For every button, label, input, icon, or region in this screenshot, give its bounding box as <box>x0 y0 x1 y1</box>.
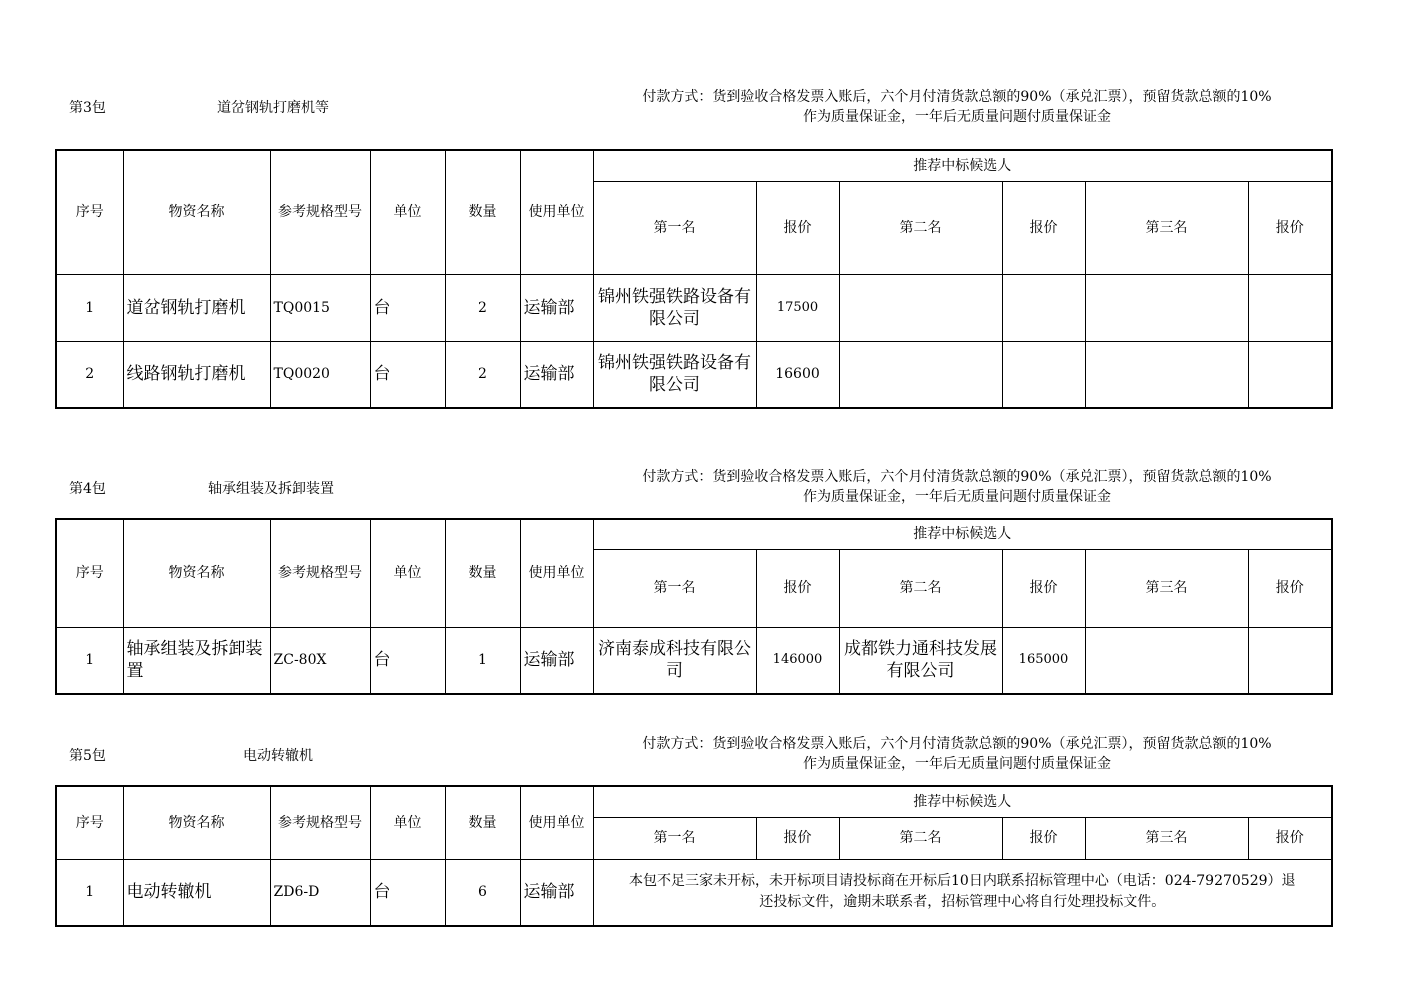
header-name: 物资名称 <box>123 519 270 627</box>
cell-second <box>839 341 1002 408</box>
header-unit: 单位 <box>370 150 445 274</box>
cell-third-price <box>1248 627 1332 694</box>
package-3-title: 第3包 <box>69 100 106 116</box>
header-price: 报价 <box>756 181 839 274</box>
cell-first-price: 17500 <box>756 274 839 341</box>
cell-second-price <box>1002 341 1085 408</box>
cell-unit: 台 <box>370 274 445 341</box>
payment-line-1: 付款方式：货到验收合格发票入账后，六个月付清货款总额的90%（承兑汇票），预留货款总额的10% <box>642 89 1272 105</box>
cell-third <box>1085 274 1248 341</box>
header-recommended: 推荐中标候选人 <box>593 519 1332 549</box>
header-price: 报价 <box>1002 817 1085 859</box>
header-qty: 数量 <box>445 786 520 859</box>
table-row <box>56 341 1332 408</box>
cell-spec: TQ0015 <box>270 274 370 341</box>
header-name: 物资名称 <box>123 150 270 274</box>
header-dept: 使用单位 <box>520 150 593 274</box>
header-dept: 使用单位 <box>520 519 593 627</box>
cell-spec: ZD6-D <box>270 859 370 926</box>
header-spec: 参考规格型号 <box>270 150 370 274</box>
payment-line-2: 作为质量保证金，一年后无质量问题付质量保证金 <box>803 489 1111 505</box>
cell-dept: 运输部 <box>520 341 593 408</box>
cell-third <box>1085 341 1248 408</box>
cell-second: 成都铁力通科技发展有限公司 <box>839 627 1002 694</box>
header-price: 报价 <box>756 817 839 859</box>
header-price: 报价 <box>1248 181 1332 274</box>
cell-spec: TQ0020 <box>270 341 370 408</box>
package-5-payment-terms <box>587 734 1327 774</box>
header-seq: 序号 <box>56 786 123 859</box>
payment-line-1: 付款方式：货到验收合格发票入账后，六个月付清货款总额的90%（承兑汇票），预留货款总额的10% <box>642 736 1272 752</box>
cell-third-price <box>1248 341 1332 408</box>
header-qty: 数量 <box>445 519 520 627</box>
payment-line-2: 作为质量保证金，一年后无质量问题付质量保证金 <box>803 756 1111 772</box>
cell-third-price <box>1248 274 1332 341</box>
package-4-name: 轴承组装及拆卸装置 <box>208 481 334 497</box>
cell-second <box>839 274 1002 341</box>
header-recommended: 推荐中标候选人 <box>593 150 1332 181</box>
header-qty: 数量 <box>445 150 520 274</box>
cell-first: 锦州铁强铁路设备有限公司 <box>593 274 756 341</box>
cell-unit: 台 <box>370 627 445 694</box>
header-second: 第二名 <box>839 817 1002 859</box>
header-recommended: 推荐中标候选人 <box>593 786 1332 817</box>
header-first: 第一名 <box>593 817 756 859</box>
table-row <box>56 859 1332 926</box>
cell-unit: 台 <box>370 859 445 926</box>
header-first: 第一名 <box>593 549 756 627</box>
cell-note: 本包不足三家未开标，未开标项目请投标商在开标后10日内联系招标管理中心（电话：024-79270529）退还投标文件，逾期未联系者，招标管理中心将自行处理投标文件。 <box>593 859 1332 926</box>
cell-name: 道岔钢轨打磨机 <box>123 274 270 341</box>
header-price: 报价 <box>1002 549 1085 627</box>
header-spec: 参考规格型号 <box>270 786 370 859</box>
cell-dept: 运输部 <box>520 627 593 694</box>
header-name: 物资名称 <box>123 786 270 859</box>
header-second: 第二名 <box>839 549 1002 627</box>
table-row <box>56 627 1332 694</box>
cell-first: 济南泰成科技有限公司 <box>593 627 756 694</box>
package-5-name: 电动转辙机 <box>243 748 313 764</box>
cell-dept: 运输部 <box>520 274 593 341</box>
header-seq: 序号 <box>56 150 123 274</box>
cell-unit: 台 <box>370 341 445 408</box>
cell-first-price: 16600 <box>756 341 839 408</box>
cell-dept: 运输部 <box>520 859 593 926</box>
cell-seq: 2 <box>56 341 123 408</box>
header-third: 第三名 <box>1085 817 1248 859</box>
header-seq: 序号 <box>56 519 123 627</box>
package-5-table <box>55 785 1333 927</box>
cell-qty: 1 <box>445 627 520 694</box>
cell-second-price: 165000 <box>1002 627 1085 694</box>
cell-first: 锦州铁强铁路设备有限公司 <box>593 341 756 408</box>
package-3-payment-terms <box>587 87 1327 127</box>
header-second: 第二名 <box>839 181 1002 274</box>
header-unit: 单位 <box>370 519 445 627</box>
header-first: 第一名 <box>593 181 756 274</box>
cell-name: 电动转辙机 <box>123 859 270 926</box>
cell-second-price <box>1002 274 1085 341</box>
cell-qty: 6 <box>445 859 520 926</box>
package-4-payment-terms <box>587 467 1327 507</box>
table-row <box>56 274 1332 341</box>
header-third: 第三名 <box>1085 181 1248 274</box>
cell-first-price: 146000 <box>756 627 839 694</box>
cell-name: 线路钢轨打磨机 <box>123 341 270 408</box>
cell-name: 轴承组装及拆卸装置 <box>123 627 270 694</box>
header-price: 报价 <box>1002 181 1085 274</box>
payment-line-2: 作为质量保证金，一年后无质量问题付质量保证金 <box>803 109 1111 125</box>
header-third: 第三名 <box>1085 549 1248 627</box>
payment-line-1: 付款方式：货到验收合格发票入账后，六个月付清货款总额的90%（承兑汇票），预留货款总额的10% <box>642 469 1272 485</box>
cell-qty: 2 <box>445 274 520 341</box>
cell-seq: 1 <box>56 859 123 926</box>
cell-spec: ZC-80X <box>270 627 370 694</box>
package-3-table <box>55 149 1333 409</box>
cell-seq: 1 <box>56 274 123 341</box>
cell-qty: 2 <box>445 341 520 408</box>
cell-seq: 1 <box>56 627 123 694</box>
header-unit: 单位 <box>370 786 445 859</box>
package-4-title: 第4包 <box>69 481 106 497</box>
header-dept: 使用单位 <box>520 786 593 859</box>
package-5-title: 第5包 <box>69 748 106 764</box>
cell-third <box>1085 627 1248 694</box>
header-price: 报价 <box>1248 549 1332 627</box>
header-spec: 参考规格型号 <box>270 519 370 627</box>
header-price: 报价 <box>756 549 839 627</box>
package-4-table <box>55 518 1333 695</box>
package-3-name: 道岔钢轨打磨机等 <box>217 100 329 116</box>
header-price: 报价 <box>1248 817 1332 859</box>
